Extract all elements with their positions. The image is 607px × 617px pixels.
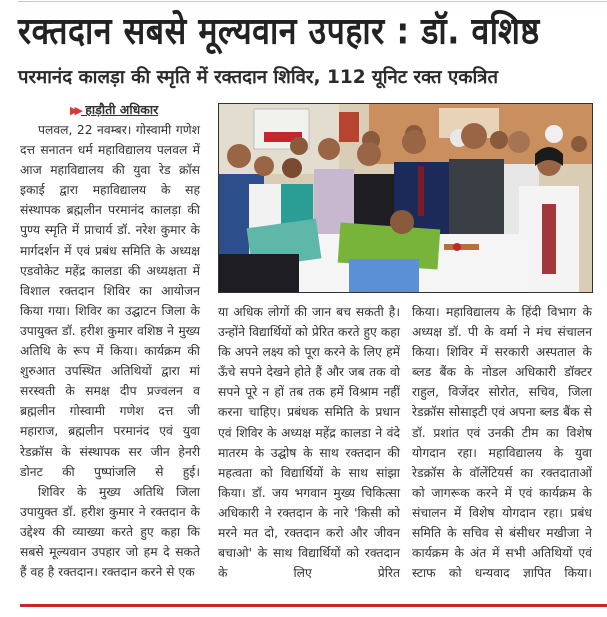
- paragraph: किया। महाविद्यालय के हिंदी विभाग के अध्यक्ष डॉ. पी के वर्मा ने मंच संचालन किया। शिविर में सरकारी अस्पताल के ब्लड बैंक के नोडल अधिकारी डॉक्टर राहुल, विजेंदर सोरोत, सचिव, जिला रेडक्रॉस सोसाइटी एवं अपना ब्लड बैंक से डॉ. प्रशांत एवं उनकी टीम का विशेष योगदान रहा। महाविद्यालय के युवा रेडक्रॉस के वॉलेंटियर्स का रक्तदाताओं को जागरूक करने में एवं कार्यक्रम के संचालन में विशेष योगदान रहा। प्रबंध समिति के सचिव से बंसीधर मखीजा ने कार्यक्रम के अंत में सभी अतिथियों एवं स्टाफ को धन्यवाद ज्ञापित किया।: [412, 305, 592, 581]
- top-divider: [18, 1, 607, 2]
- headline: रक्तदान सबसे मूल्यवान उपहार : डॉ. वशिष्ठ: [18, 8, 540, 53]
- bottom-divider: [20, 604, 607, 607]
- paragraph: या अधिक लोगों की जान बच सकती है। उन्होंने विद्यार्थियों को प्रेरित करते हुए कहा कि अपने लक्ष्य को पूरा करने के लिए हमें ऊँचे सपने देखने होते हैं और जब तक वो सपने पूरे न हों तब तक हमें विश्राम नहीं करना चाहिए। प्रबंधक समिति के प्रधान एवं शिविर के अध्यक्ष महेंद्र कालडा ने वंदे मातरम के उद्घोष के साथ रक्तदान की महत्वता को विद्यार्थियों के साथ सांझा किया। डॉ. जय भगवान मुख्य चिकित्सा अधिकारी ने रक्तदान के नारे 'किसी को मरने मत दो, रक्तदान करो और जीवन बचाओ' के साथ विद्यार्थियों को रक्तदान के लिए प्रेरित: [218, 305, 400, 581]
- paragraph: पलवल, 22 नवम्बर। गोस्वामी गणेश दत्त सनातन धर्म महाविद्यालय पलवल में आज महाविद्यालय की युवा रेड क्रॉस इकाई द्वारा महाविद्यालय के सह संस्थापक ब्रह्मलीन परमानंद कालड़ा की पुण्य स्मृति में प्राचार्य डॉ. नरेश कुमार के मार्गदर्शन में एवं प्रबंध समिति के अध्यक्ष एडवोकेट महेंद्र कालडा की अध्यक्षता में विशाल रक्तदान शिविर का आयोजन किया गया। शिविर का उद्घाटन जिला के उपायुक्त डॉ. हरीश कुमार वशिष्ठ ने मुख्य अतिथि के रूप में किया। कार्यक्रम की शुरुआत उपस्थित अतिथियों द्वारा मां सरस्वती के समक्ष दीप प्रज्वलन व ब्रह्मलीन गोस्वामी गणेश दत्त जी महाराज, ब्रह्मलीन परमानंद एवं युवा रेडक्रॉस के संस्थापक सर जीन हेनरी डोनट की पुष्पांजलि से हुई।: [20, 123, 200, 479]
- blood-donation-photo-icon: [219, 104, 592, 292]
- subheadline: परमानंद कालड़ा की स्मृति में रक्तदान शिविर, 112 यूनिट रक्त एकत्रित: [18, 67, 499, 88]
- paragraph: शिविर के मुख्य अतिथि जिला उपायुक्त डॉ. हरीश कुमार ने रक्तदान के उद्देश्य की व्याख्या करते हुए कहा कि सबसे मूल्यवान उपहार जो हम दे सकते हैं वह है रक्तदान। रक्तदान करने से एक: [20, 484, 200, 580]
- article-column-2: [218, 302, 400, 583]
- byline-source: हाड़ौती अधिकार: [85, 102, 159, 117]
- byline: [70, 101, 158, 118]
- article-column-1: [20, 120, 200, 582]
- article-photo: [218, 103, 593, 293]
- double-arrow-icon: ▶▶: [70, 104, 79, 117]
- article-column-3: [412, 302, 592, 583]
